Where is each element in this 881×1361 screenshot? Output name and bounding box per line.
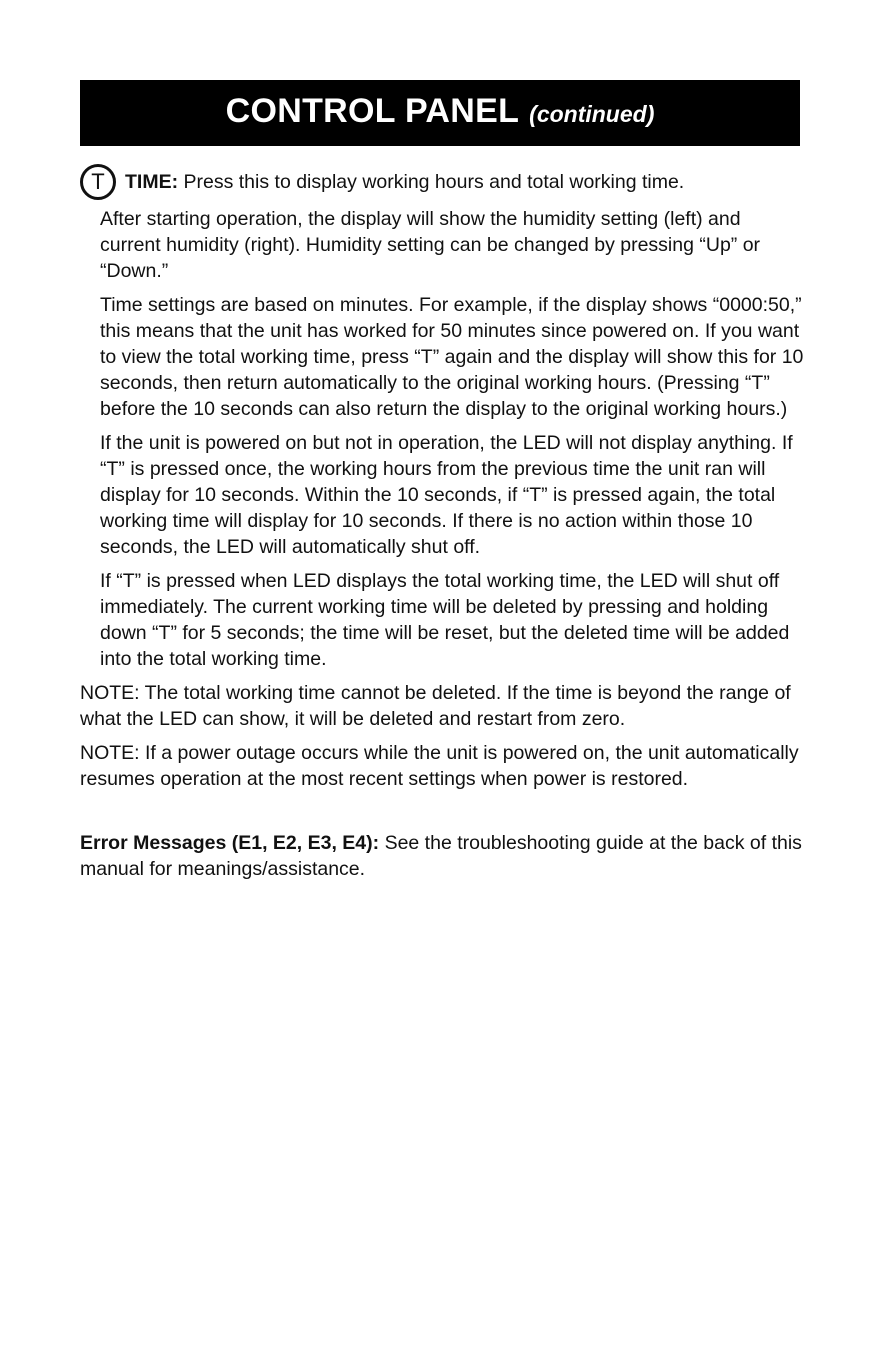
section-header — [80, 80, 800, 146]
section-subtitle: (continued) — [529, 100, 655, 127]
section-title: CONTROL PANEL — [225, 91, 520, 130]
time-heading-row — [80, 164, 805, 200]
time-paragraph: If the unit is powered on but not in operation, the LED will not display anything. If “T” is pressed once, the working hours from the previous time the unit ran will display for 10 seconds. Within the 10 seconds, if “T” is pressed again, the total working time will display for 10 seconds. If there is no action within those 10 seconds, the LED will automatically shut off. — [100, 432, 793, 558]
t-button-icon: T — [80, 164, 116, 200]
time-label: TIME: — [125, 171, 179, 193]
time-paragraph: If “T” is pressed when LED displays the total working time, the LED will shut off immediately. The current working time will be deleted by pressing and holding down “T” for 5 seconds; the time will be reset, but the deleted time will be added into the total working time. — [100, 570, 790, 670]
error-messages — [80, 830, 805, 882]
note-paragraph: NOTE: If a power outage occurs while the unit is powered on, the unit automatically resumes operation at the most recent settings when power is restored. — [80, 742, 799, 790]
time-intro-text: Press this to display working hours and total working time. — [183, 171, 685, 193]
error-messages-text: See the troubleshooting guide at the back of this manual for meanings/assistance. — [80, 832, 802, 880]
time-details — [100, 206, 805, 672]
note-paragraph: NOTE: The total working time cannot be deleted. If the time is beyond the range of what the LED can show, it will be deleted and restart from zero. — [80, 682, 791, 730]
time-intro — [125, 169, 684, 195]
time-paragraph: After starting operation, the display will show the humidity setting (left) and current humidity (right). Humidity setting can be changed by pressing “Up” or “Down.” — [100, 208, 761, 282]
page-content — [80, 164, 805, 882]
error-messages-label: Error Messages (E1, E2, E3, E4): — [80, 832, 380, 854]
time-paragraph: Time settings are based on minutes. For example, if the display shows “0000:50,” this means that the unit has worked for 50 minutes since powered on. If you want to view the total working time, press “T” again and the display will show this for 10 seconds, then return automatically to the original working hours. (Pressing “T” before the 10 seconds can also return the display to the original working hours.) — [100, 294, 804, 420]
